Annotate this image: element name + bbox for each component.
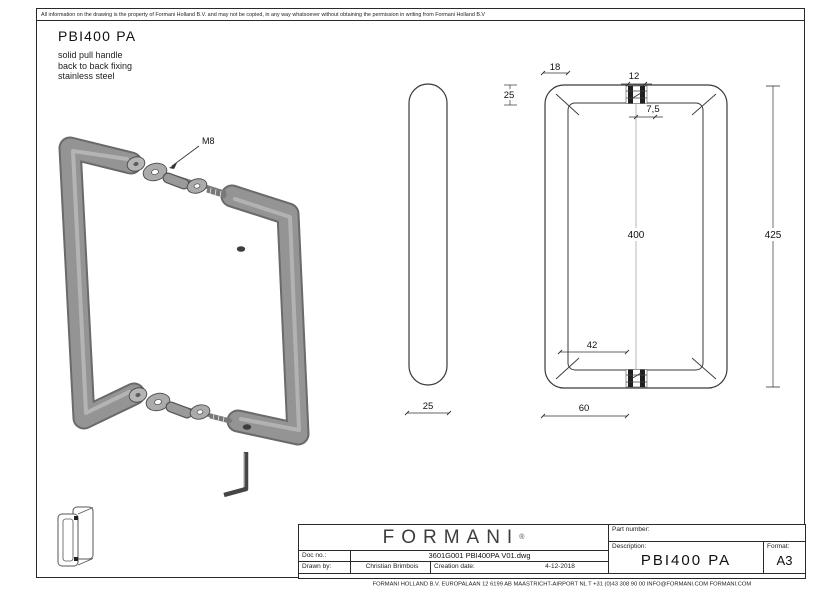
front-view (500, 62, 790, 418)
dim-text-60: 60 (578, 403, 590, 414)
dim-grip-18 (541, 62, 570, 75)
spacer-cylinder (168, 178, 184, 184)
dim-text-12: 12 (628, 71, 640, 82)
dim-text-7-5: 7,5 (646, 104, 660, 115)
side-profile (409, 84, 447, 385)
format-cell (764, 542, 805, 573)
fixing-hardware-bottom (144, 391, 232, 423)
front-stud-top (626, 86, 647, 104)
front-stud-bottom (626, 370, 647, 388)
dim-overall-425 (757, 86, 790, 387)
description-value: PBI400 PA (640, 552, 732, 569)
fixing-hardware-top (141, 161, 226, 197)
disclaimer-text: All information on the drawing is the property of Formani Holland B.V. and may not be copied, in any way whatsoever without obtaining the permission in writing from Formani Holland B.V (41, 11, 486, 17)
isometric-view (70, 136, 299, 495)
drawn-by-value: Christian Brimbois (351, 562, 431, 573)
dim-text-25-side: 25 (422, 401, 434, 412)
description-cell (609, 542, 764, 573)
part-number-label: Part number: (609, 525, 805, 542)
formani-logo: FORMANI (382, 526, 520, 548)
dim-endcap-25 (500, 85, 519, 105)
creation-date-label: Creation date: (434, 563, 475, 570)
dim-text-18: 18 (549, 62, 561, 73)
side-view (405, 84, 451, 415)
footer-address: FORMANI HOLLAND B.V. EUROPALAAN 12 6199 AB MAASTRICHT-AIRPORT NL T +31 (0)43 308 90 00 INFO@FORMANI.COM FORMANI.COM (372, 580, 752, 587)
title-block (298, 524, 806, 587)
m8-label: M8 (202, 136, 215, 146)
drawn-by-label: Drawn by: (299, 562, 351, 573)
dim-text-400: 400 (627, 230, 645, 241)
footer-address-row (299, 573, 805, 587)
set-screw-icon (237, 246, 245, 252)
dim-depth-60 (541, 403, 629, 418)
product-pictogram-icon (58, 507, 93, 566)
format-value: A3 (776, 553, 793, 568)
drawing-title: PBI400 PA (58, 28, 137, 44)
description-line-3: stainless steel (58, 71, 115, 81)
description-label: Description: (612, 543, 647, 550)
doc-no-value: 3601G001 PBI400PA V01.dwg (351, 551, 609, 562)
logo-cell (299, 525, 609, 551)
format-label: Format: (767, 543, 790, 550)
leader-arrow-icon (169, 163, 177, 169)
description-line-2: back to back fixing (58, 60, 133, 71)
description-line-1: solid pull handle (58, 50, 123, 60)
allen-key-icon (224, 452, 246, 495)
spacer-cylinder (171, 407, 187, 413)
doc-no-label: Doc no.: (299, 551, 351, 562)
creation-date-value: 4-12-2018 (509, 562, 609, 573)
dim-stud-12 (621, 71, 652, 86)
registered-mark-icon: ® (519, 534, 525, 541)
back-handle-body (232, 196, 298, 434)
dim-side-25 (405, 401, 451, 415)
set-screw-icon (243, 424, 251, 430)
dim-text-42: 42 (586, 340, 598, 351)
dim-text-25: 25 (503, 90, 515, 101)
m8-callout (169, 136, 215, 169)
dim-text-425: 425 (764, 230, 782, 241)
